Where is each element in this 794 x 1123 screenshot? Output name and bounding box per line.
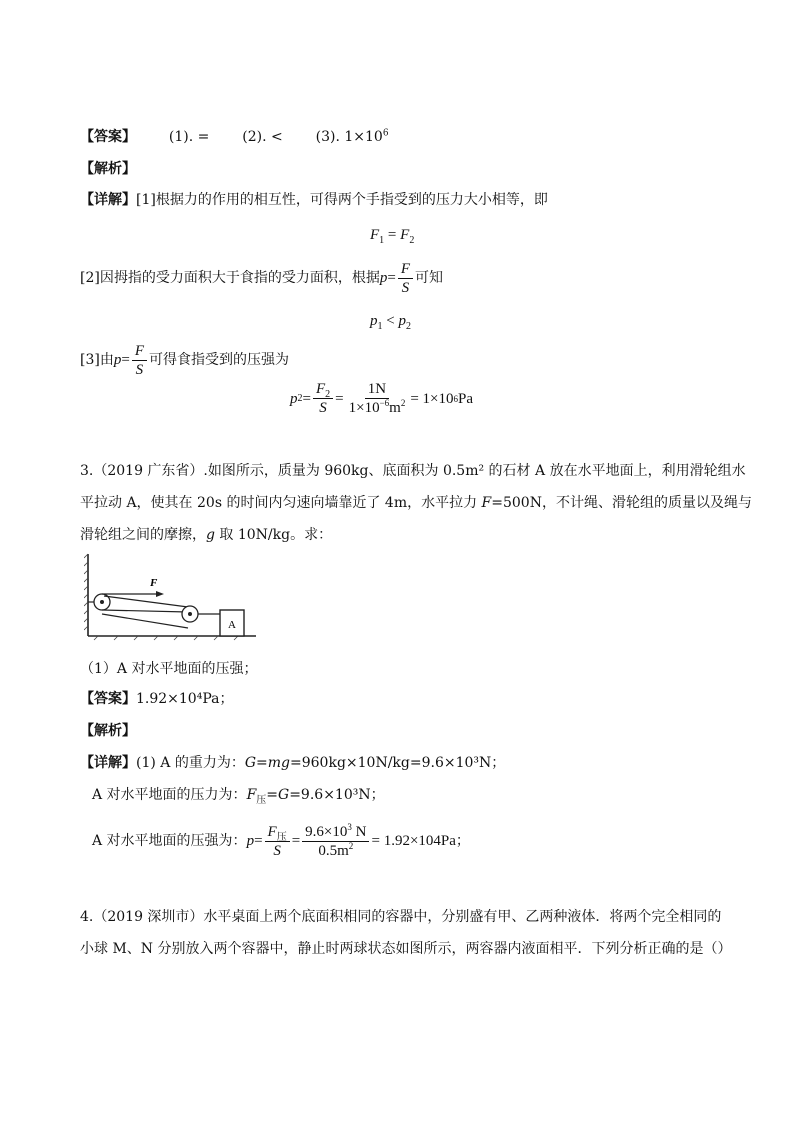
q2-detail-2: [2]因拇指的受力面积大于食指的受力面积，根据 p = $\frac{F}{S}$ 可知 xyxy=(80,260,443,296)
q4-line-2: 小球 M、N 分别放入两个容器中，静止时两球状态如图所示，两容器内液面相平．下列分析正确的是（） xyxy=(80,941,732,957)
q3-line-2: 平拉动 A，使其在 20s 的时间内匀速向墙靠近了 4m，水平拉力 F=500N，不计绳、滑轮组的质量以及绳与 xyxy=(80,495,752,511)
q3-line-3: 滑轮组之间的摩擦，g 取 10N/kg。求： xyxy=(80,527,333,543)
q3-detail-3: A 对水平地面的压强为： p = $\frac{F_压}{S}$ = $\frac{9.6\times 10^3 N}{0.5m^2}$ = 1.92×10 4 Pa ； xyxy=(92,821,470,859)
block-a-label: A xyxy=(228,619,236,631)
fraction-F2-over-S: $\frac{F_2}{S}$ xyxy=(313,380,333,417)
q3-detail-1: 【详解】(1) A 的重力为：G=mg=960kg×10N/kg=9.6×10³N； xyxy=(80,755,506,771)
force-arrow xyxy=(156,591,164,597)
q2-detail-3: [3]由 p = $\frac{F}{S}$ 可得食指受到的压强为 xyxy=(80,342,289,378)
q2-equation-2: $p_1 < p_2$ xyxy=(370,313,411,332)
fraction-F-over-S: $\frac{F}{S}$ xyxy=(398,260,413,297)
q2-equation-1: $F_1 = F_2$ xyxy=(370,227,415,246)
q3-line-1: 3.（2019 广东省）.如图所示，质量为 960kg、底面积为 0.5m² 的石材 A 放在水平地面上，利用滑轮组水 xyxy=(80,463,746,479)
answer-part-1: (1). = xyxy=(168,129,210,145)
fraction-force-over-area: $\frac{9.6\times 10^3 N}{0.5m^2}$ xyxy=(302,823,369,860)
q2-answer-line xyxy=(80,128,389,146)
q2-analysis-tag: 【解析】 xyxy=(80,161,136,177)
q2-equation-3: p 2 = $\frac{F_2}{S}$ = $\frac{1N}{1\times 10^{-6}m^2}$ = 1×10 6 Pa xyxy=(290,381,473,416)
q3-subquestion-1: （1）A 对水平地面的压强； xyxy=(80,661,258,677)
answer-part-3: (3). $1\times 10^6$ xyxy=(315,128,389,145)
q3-detail-2: A 对水平地面的压力为：$F_压=G=9.6\times 10^3N$； xyxy=(92,787,385,806)
q3-analysis-tag: 【解析】 xyxy=(80,723,136,739)
q4-line-1: 4.（2019 深圳市）水平桌面上两个底面积相同的容器中，分别盛有甲、乙两种液体．将两个完全相同的 xyxy=(80,909,722,925)
pulley-figure xyxy=(84,552,262,642)
fraction-F-over-S-2: $\frac{F}{S}$ xyxy=(132,342,147,379)
answer-tag: 【答案】 xyxy=(80,129,136,145)
force-label: F xyxy=(150,577,158,589)
fraction-Fpress-over-S: $\frac{F_压}{S}$ xyxy=(265,823,290,860)
q3-answer-line: 【答案】1.92×10⁴Pa； xyxy=(80,691,234,707)
answer-part-2: (2). < xyxy=(242,129,283,145)
fraction-1N-over-area: $\frac{1N}{1\times 10^{-6}m^2}$ xyxy=(348,381,406,416)
q2-detail-1: 【详解】[1]根据力的作用的相互性，可得两个手指受到的压力大小相等，即 xyxy=(80,192,548,208)
